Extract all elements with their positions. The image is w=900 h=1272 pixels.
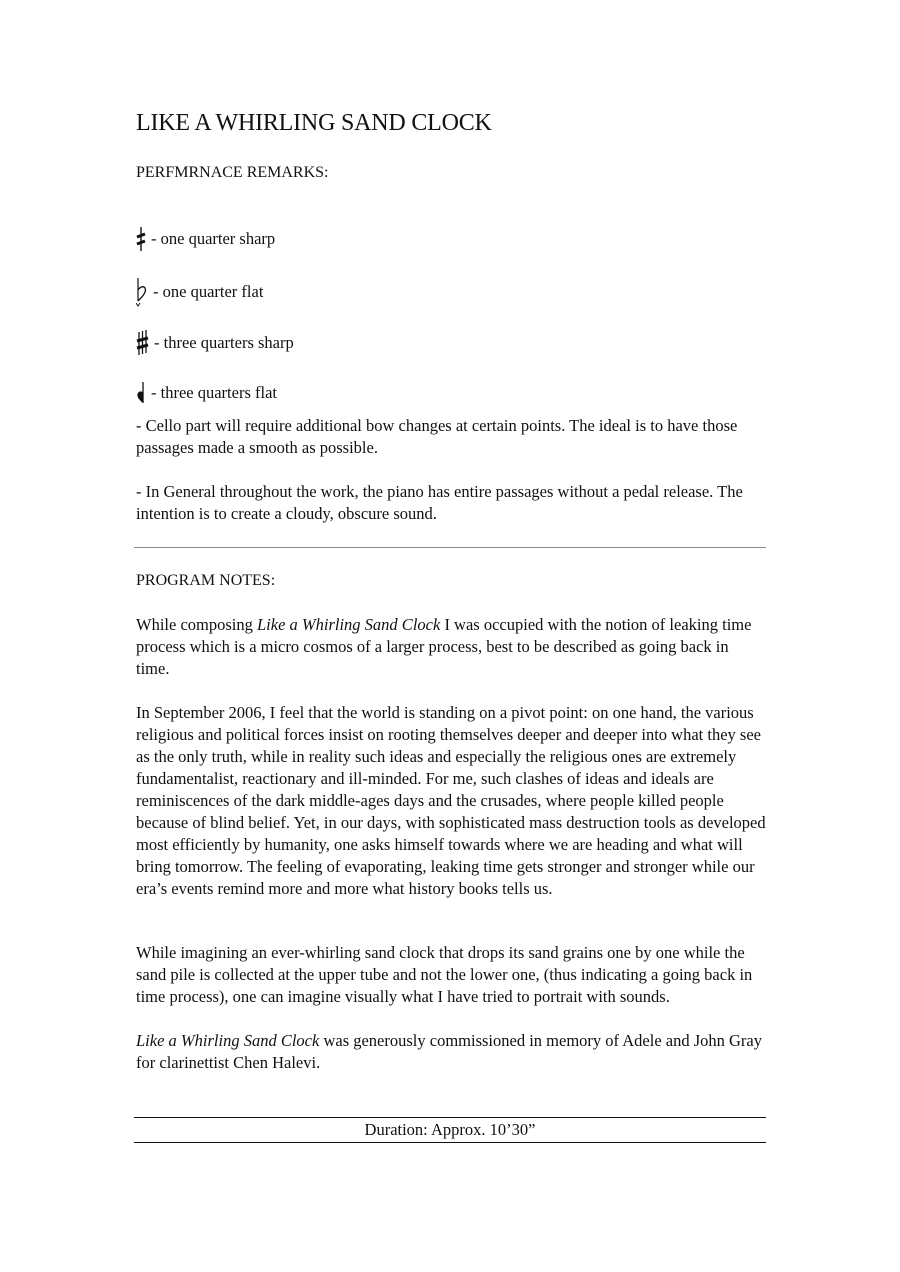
performance-remarks-heading: PERFMRNACE REMARKS:: [136, 164, 329, 181]
symbol-row-three-quarters-sharp: [136, 328, 294, 358]
symbol-label: - one quarter flat: [153, 282, 264, 301]
symbol-label: - three quarters flat: [151, 383, 277, 402]
program-notes-heading: PROGRAM NOTES:: [136, 572, 276, 589]
three-quarters-flat-icon: [136, 380, 151, 406]
program-note-paragraph-2: [136, 702, 766, 900]
note-text: I was occupied with the notion of leaking time process which is a micro cosmos of a larger process, best to be described as going back in time.: [136, 615, 752, 678]
duration-box: [134, 1117, 766, 1143]
quarter-sharp-icon: [136, 226, 151, 252]
symbol-row-three-quarters-flat: [136, 378, 277, 408]
duration-text: Duration: Approx. 10’30”: [364, 1120, 536, 1139]
quarter-flat-icon: [136, 277, 153, 307]
note-text: In September 2006, I feel that the world is standing on a pivot point: on one hand, the various religious and political forces insist on rooting themselves deeper and deeper into what they see as the only truth, while in reality such ideas and especially the religious ones are extremely fundamentalist, reactionary and ill-minded. For me, such clashes of ideas and ideals are reminiscences of the dark middle-ages days and the crusades, where people killed people because of blind belief. Yet, in our days, with sophisticated mass destruction tools as developed most efficiently by humanity, one asks himself towards where we are heading and what will bring tomorrow. The feeling of evaporating, leaking time gets stronger and stronger while our era’s events remind more and more what history books tells us.: [136, 703, 766, 898]
program-note-paragraph-1: [136, 614, 766, 680]
symbol-label: - three quarters sharp: [154, 333, 294, 352]
work-title-italic: Like a Whirling Sand Clock: [136, 1031, 320, 1050]
program-note-paragraph-3: [136, 942, 766, 1008]
symbol-label: - one quarter sharp: [151, 229, 276, 248]
work-title-italic: Like a Whirling Sand Clock: [256, 615, 441, 634]
remark-text: - Cello part will require additional bow changes at certain points. The ideal is to have those passages made a smooth as possible.: [136, 416, 738, 457]
note-text: While imagining an ever-whirling sand clock that drops its sand grains one by one while the sand pile is collected at the upper tube and not the lower one, (thus indicating a going back in time process), one can imagine visually what I have tried to portrait with sounds.: [136, 943, 753, 1006]
symbol-row-quarter-flat: [136, 277, 263, 307]
section-divider: [134, 547, 766, 548]
program-note-paragraph-4: [136, 1030, 766, 1074]
remark-cello: [136, 415, 766, 459]
remark-piano: [136, 481, 766, 525]
remark-text: - In General throughout the work, the piano has entire passages without a pedal release. The intention is to create a cloudy, obscure sound.: [136, 482, 743, 523]
note-text: was generously commissioned in memory of Adele and John Gray for clarinettist Chen Halevi.: [136, 1031, 762, 1072]
symbol-row-quarter-sharp: [136, 224, 275, 254]
note-text: While composing: [136, 615, 257, 634]
three-quarters-sharp-icon: [136, 330, 154, 356]
page-title: LIKE A WHIRLING SAND CLOCK: [136, 110, 492, 136]
